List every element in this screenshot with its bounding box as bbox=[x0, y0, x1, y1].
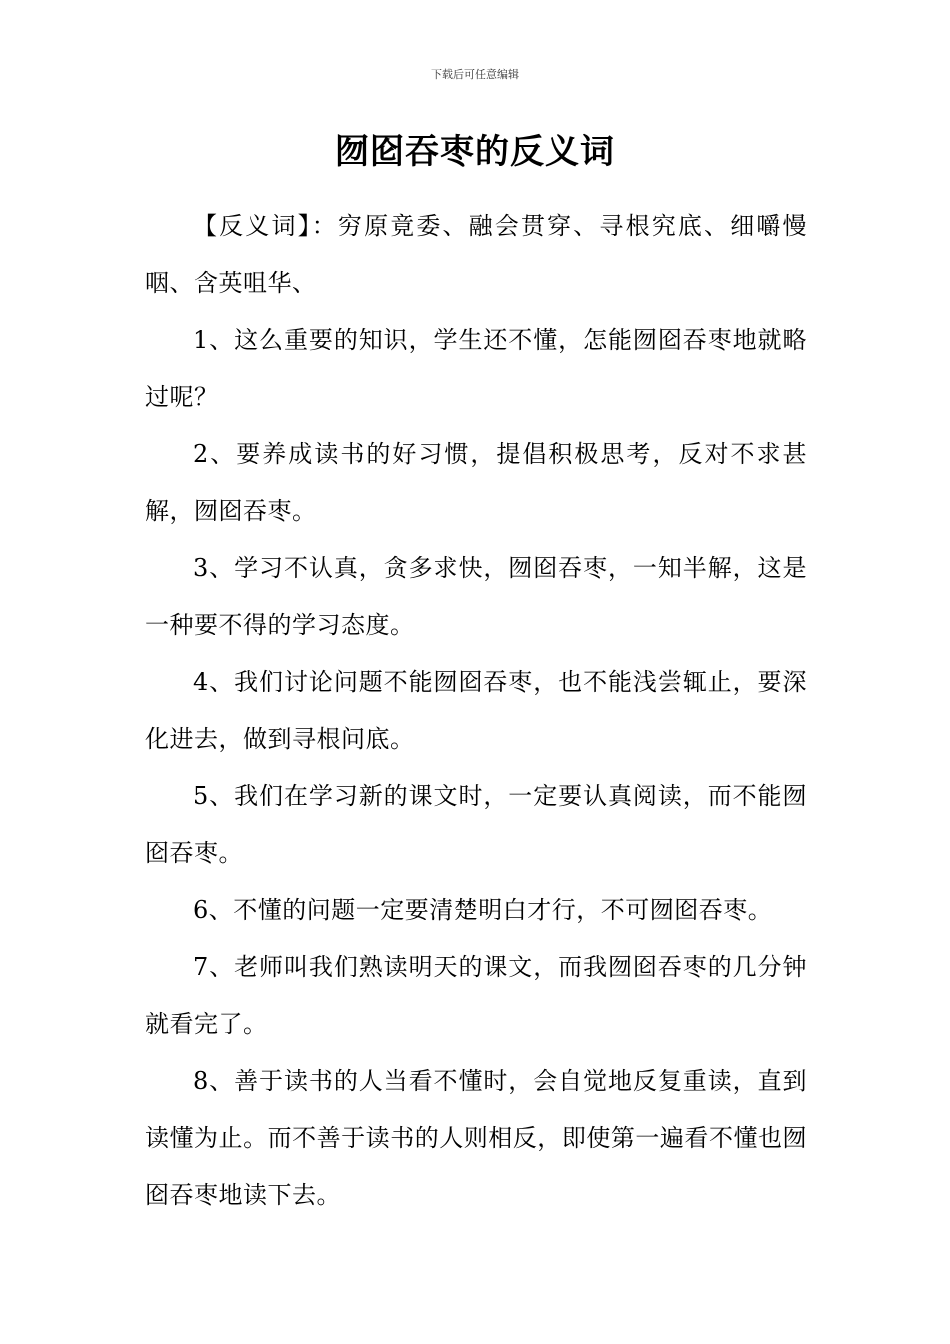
paragraph-antonyms: 【反义词】：穷原竟委、融会贯穿、寻根究底、细嚼慢咽、含英咀华、 bbox=[145, 212, 807, 297]
page-title: 囫囵吞枣的反义词 bbox=[335, 132, 615, 172]
paragraph-example-1: 1、这么重要的知识，学生还不懂，怎能囫囵吞枣地就略过呢？ bbox=[145, 326, 807, 411]
paragraph-example-4: 4、我们讨论问题不能囫囵吞枣，也不能浅尝辄止，要深化进去，做到寻根问底。 bbox=[145, 668, 807, 753]
paragraph-example-2: 2、要养成读书的好习惯，提倡积极思考，反对不求甚解，囫囵吞枣。 bbox=[145, 440, 807, 525]
paragraph-example-3: 3、学习不认真，贪多求快，囫囵吞枣，一知半解，这是一种要不得的学习态度。 bbox=[145, 554, 807, 639]
paragraph-example-6: 6、不懂的问题一定要清楚明白才行，不可囫囵吞枣。 bbox=[193, 896, 773, 924]
paragraph-example-8: 8、善于读书的人当看不懂时，会自觉地反复重读，直到读懂为止。而不善于读书的人则相反，即使第一遍看不懂也囫囵吞枣地读下去。 bbox=[145, 1067, 807, 1209]
paragraph-example-5: 5、我们在学习新的课文时，一定要认真阅读，而不能囫囵吞枣。 bbox=[145, 782, 807, 867]
paragraph-example-7: 7、老师叫我们熟读明天的课文，而我囫囵吞枣的几分钟就看完了。 bbox=[145, 953, 807, 1038]
header-note: 下载后可任意编辑 bbox=[431, 68, 519, 81]
document-body bbox=[145, 198, 807, 1224]
